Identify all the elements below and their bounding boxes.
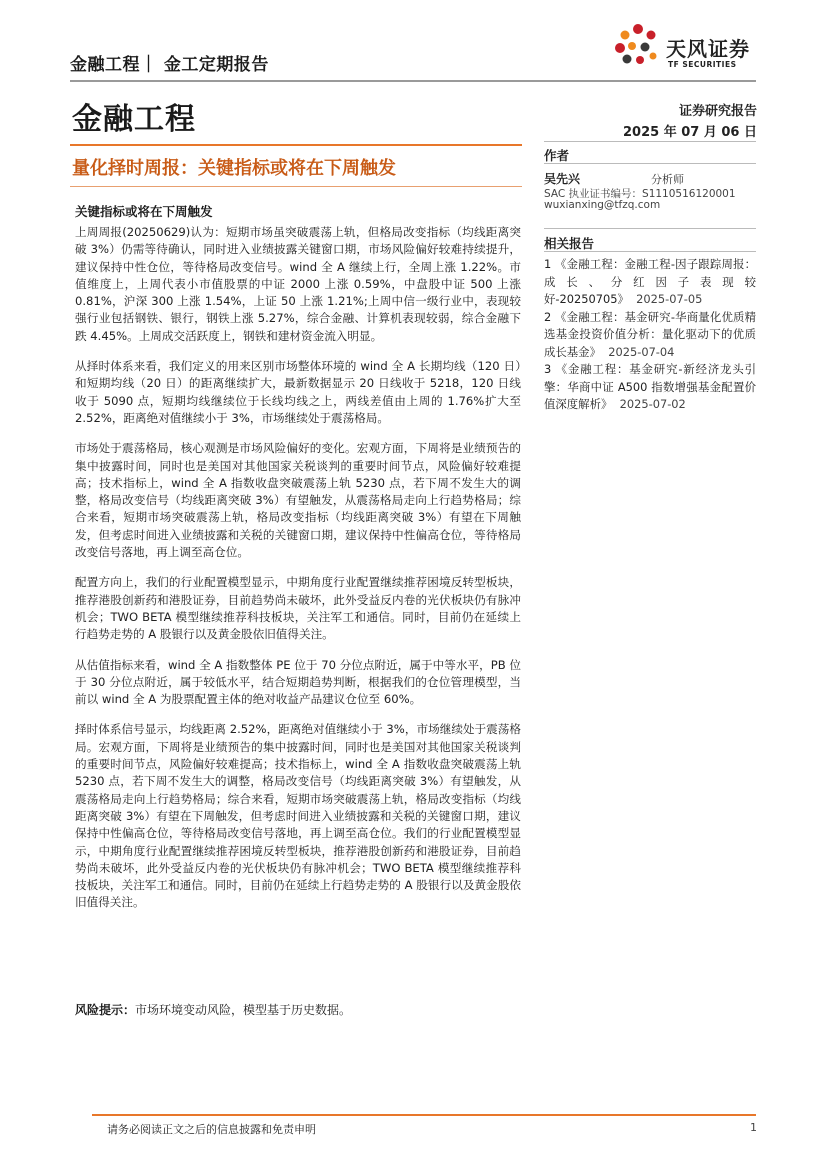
related-report-title: 2 《金融工程：基金研究-华商量化优质精选基金投资价值分析：量化驱动下的优质成长基金》 (544, 309, 756, 359)
summary-paragraph: 从估值指标来看，wind 全 A 指数整体 PE 位于 70 分位点附近，属于中等水平，PB 位于 30 分位点附近，属于较低水平，结合短期趋势判断，根据我们的仓位管理模型，当前以 wind 全 A 为股票配置主体的绝对收益产品建议仓位至 60%。 (75, 657, 521, 707)
related-report-item[interactable] (544, 309, 756, 362)
related-reports-label: 相关报告 (544, 236, 595, 251)
tf-logo-icon (612, 20, 664, 72)
title-divider (70, 144, 522, 146)
page-title: 金融工程 (72, 102, 196, 137)
summary-paragraph: 择时体系信号显示，均线距离 2.52%，距离绝对值继续小于 3%，市场继续处于震荡格局。宏观方面，下周将是业绩预告的集中披露时间，同时也是美国对其他国家关税谈判的重要时间节点，风险偏好较难提高；技术指标上，wind 全 A 指数收盘突破震荡上轨 5230 点，若下周不发生大的调整，格局改变信号（均线距离突破 3%）有望触发，从震荡格局走向上行趋势格局；综合来看，短期市场突破震荡上轨，格局改变指标（均线距离突破 3%）有望在下周触发，但考虑时间进入业绩披露和关税的关键窗口期，建议保持中性偏高仓位，等待格局改变信号落地，再上调至高仓位。我们的行业配置模型显示，中期角度行业配置继续推荐困境反转型板块，推荐港股创新药和港股证券，目前趋势尚未破坏，此外受益反内卷的光伏板块仍有脉冲机会；TWO BETA 模型继续推荐科技板块，关注军工和通信。同时，目前仍在延续上行趋势走势的 A 股银行以及黄金股依旧值得关注。 (75, 722, 521, 910)
logo-english-name: TF SECURITIES (668, 60, 737, 69)
related-report-item[interactable] (544, 361, 756, 414)
risk-label: 风险提示： (75, 1003, 136, 1017)
header-divider (70, 80, 756, 82)
report-type: 证券研究报告 (678, 104, 757, 119)
report-date: 2025 年 07 月 06 日 (623, 125, 757, 140)
sidebar-divider-top (544, 141, 756, 142)
risk-text: 市场环境变动风险，模型基于历史数据。 (135, 1003, 352, 1017)
related-report-date: 2025-07-02 (619, 397, 686, 411)
related-report-date: 2025-07-04 (608, 344, 675, 359)
author-sac-number: SAC 执业证书编号：S1110516120001 (544, 188, 736, 200)
summary-body (75, 224, 521, 925)
summary-paragraph: 上周周报(20250629)认为：短期市场虽突破震荡上轨，但格局改变指标（均线距离突破 3%）仍需等待确认，同时进入业绩披露关键窗口期，市场风险偏好较难持续提升，建议保持中性仓位，等待格局改变信号。wind 全 A 继续上行，全周上涨 1.22%。市值维度上，上周代表小市值股票的中证 2000 上涨 0.59%，中盘股中证 500 上涨 0.81%，沪深 300 上涨 1.54%，上证 50 上涨 1.21%;上周中信一级行业中，表现较强行业包括钢铁、银行，钢铁上涨 5.27%，综合金融、计算机表现较弱，综合金融下跌 4.45%。上周成交活跃度上，钢铁和建材资金流入明显。 (75, 225, 521, 343)
footer-disclaimer: 请务必阅读正文之后的信息披露和免责申明 (107, 1123, 316, 1136)
author-divider (544, 163, 756, 164)
related-report-title: 3 《金融工程：基金研究-新经济龙头引擎：华商中证 A500 指数增强基金配置价值深度解析》 (544, 362, 756, 411)
risk-disclosure (75, 1001, 351, 1018)
related-divider (544, 251, 756, 252)
related-report-title: 1 《金融工程：金融工程-因子跟踪周报：成长、分红因子表现较好-20250705》 (544, 257, 756, 306)
related-report-date: 2025-07-05 (636, 292, 703, 306)
report-section-header: 金融工程｜ 金工定期报告 (70, 55, 269, 75)
report-title-divider (70, 186, 522, 187)
author-role: 分析师 (651, 173, 684, 186)
related-reports-list (544, 256, 756, 414)
summary-heading: 关键指标或将在下周触发 (75, 204, 213, 219)
author-name: 吴先兴 (544, 172, 581, 186)
summary-paragraph: 市场处于震荡格局，核心观测是市场风险偏好的变化。宏观方面，下周将是业绩预告的集中披露时间，同时也是美国对其他国家关税谈判的重要时间节点，风险偏好较难提高；技术指标上，wind 全 A 指数收盘突破震荡上轨 5230 点，若下周不发生大的调整，格局改变信号（均线距离突破 3%）有望触发，从震荡格局走向上行趋势格局；综合来看，短期市场突破震荡上轨，格局改变指标（均线距离突破 3%）有望在下周触发，但考虑时间进入业绩披露和关税的关键窗口期，建议保持中性偏高仓位，等待格局改变信号落地，再上调至高仓位。 (75, 441, 521, 560)
related-report-item[interactable] (544, 256, 756, 309)
summary-paragraph: 从择时体系来看，我们定义的用来区别市场整体环境的 wind 全 A 长期均线（120 日）和短期均线（20 日）的距离继续扩大，最新数据显示 20 日线收于 5218，120 日线收于 5090 点，短期均线继续位于长线均线之上，两线差值由上周的 1.76%扩大至 2.52%，距离绝对值继续小于 3%，市场继续处于震荡格局。 (75, 359, 521, 425)
author-email[interactable]: wuxianxing@tfzq.com (544, 199, 661, 211)
related-divider-top (544, 228, 756, 229)
page-number: 1 (750, 1121, 757, 1134)
report-title: 量化择时周报：关键指标或将在下周触发 (72, 158, 396, 179)
logo-chinese-name: 天风证券 (666, 37, 750, 61)
author-section-label: 作者 (544, 148, 570, 163)
summary-paragraph: 配置方向上，我们的行业配置模型显示，中期角度行业配置继续推荐困境反转型板块，推荐港股创新药和港股证券，目前趋势尚未破坏，此外受益反内卷的光伏板块仍有脉冲机会；TWO BETA 模型继续推荐科技板块，关注军工和通信。同时，目前仍在延续上行趋势走势的 A 股银行以及黄金股依旧值得关注。 (75, 575, 521, 642)
company-logo (612, 20, 762, 72)
footer-divider (92, 1114, 756, 1116)
